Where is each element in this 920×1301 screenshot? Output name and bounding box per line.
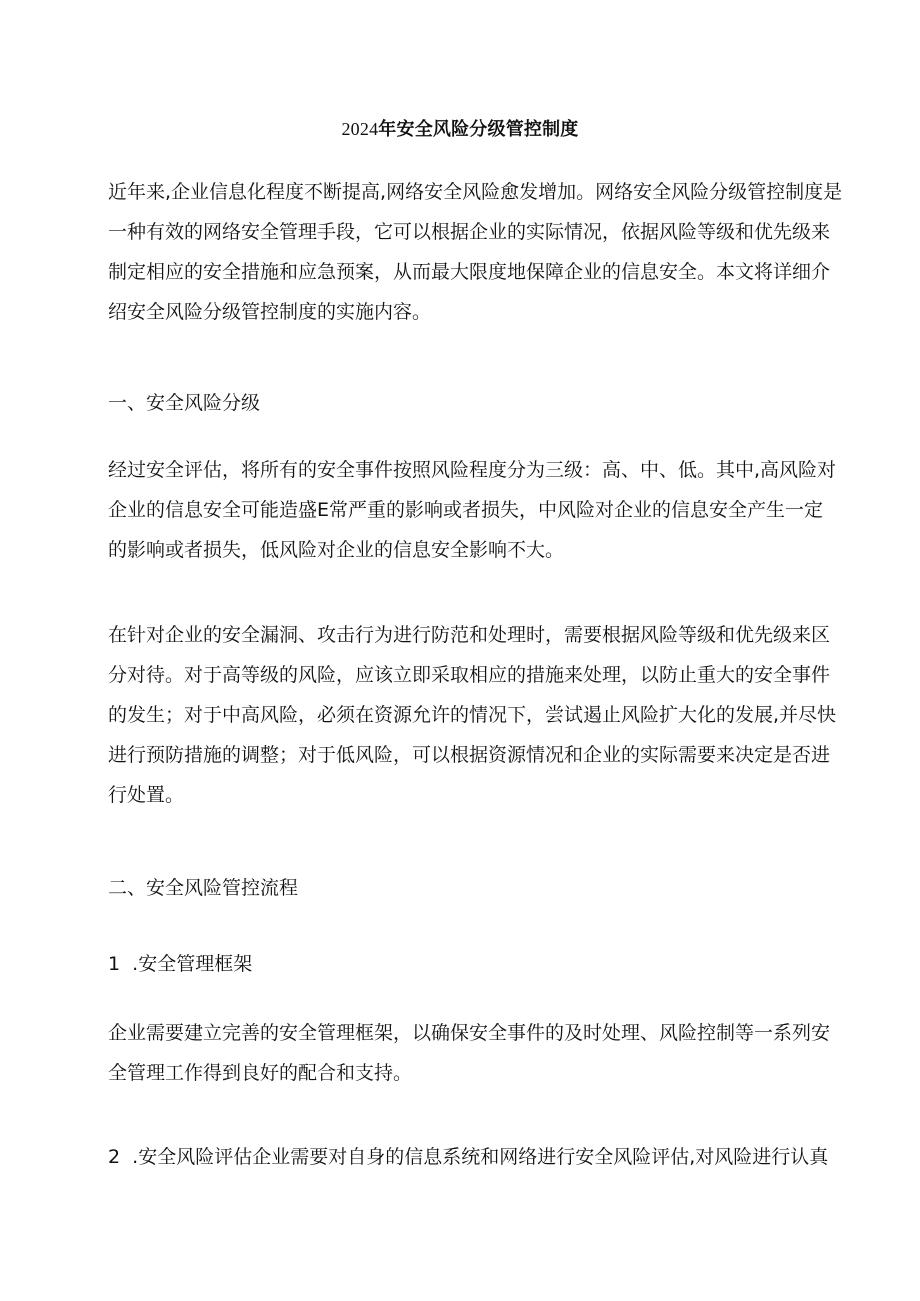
text-line: 近年来,企业信息化程度不断提高,网络安全风险愈发增加。网络安全风险分级管控制度是: [108, 181, 843, 203]
text-line: 分对待。对于高等级的风险，应该立即采取相应的措施来处理，以防止重大的安全事件: [108, 664, 831, 686]
text-line: 经过安全评估，将所有的安全事件按照风险程度分为三级：高、中、低。其中,高风险对: [108, 459, 837, 481]
heading-text: 一、安全风险分级: [108, 392, 261, 414]
text-line: 制定相应的安全措施和应急预案，从而最大限度地保障企业的信息安全。本文将详细介: [108, 261, 831, 283]
text-line: 全管理工作得到良好的配合和支持。: [108, 1062, 413, 1084]
text-line: 企业的信息安全可能造盛E常严重的影响或者损失，中风险对企业的信息安全产生一定: [108, 499, 824, 521]
text-line: 的发生；对于中高风险，必须在资源允许的情况下，尝试遏止风险扩大化的发展,并尽快: [108, 704, 837, 726]
item2-paragraph: [108, 1137, 829, 1177]
text-line: 一种有效的网络安全管理手段，它可以根据企业的实际情况，依据风险等级和优先级来: [108, 221, 831, 243]
section1-paragraph-1: [108, 450, 837, 570]
section1-paragraph-2: [108, 615, 837, 815]
item1-heading: [108, 944, 820, 984]
document-title: [0, 116, 920, 143]
text-line: 在针对企业的安全漏洞、攻击行为进行防范和处理时，需要根据风险等级和优先级来区: [108, 624, 831, 646]
text-line: 绍安全风险分级管控制度的实施内容。: [108, 301, 432, 323]
title-year: 2024: [341, 119, 379, 139]
intro-paragraph: [108, 172, 843, 332]
heading-text: 二、安全风险管控流程: [108, 877, 299, 899]
text-line: 的影响或者损失，低风险对企业的信息安全影响不大。: [108, 539, 565, 561]
section2-heading: [108, 868, 820, 908]
text-line: 企业需要建立完善的安全管理框架，以确保安全事件的及时处理、风险控制等一系列安: [108, 1022, 831, 1044]
heading-text: 1 .安全管理框架: [108, 953, 253, 975]
text-line: 进行预防措施的调整；对于低风险，可以根据资源情况和企业的实际需要来决定是否进: [108, 744, 831, 766]
title-text: 年安全风险分级管控制度: [378, 119, 579, 140]
item1-paragraph: [108, 1013, 831, 1093]
text-line: 行处置。: [108, 784, 185, 806]
text-line: 2 .安全风险评估企业需要对自身的信息系统和网络进行安全风险评估,对风险进行认真: [108, 1146, 829, 1168]
section1-heading: [108, 383, 820, 423]
